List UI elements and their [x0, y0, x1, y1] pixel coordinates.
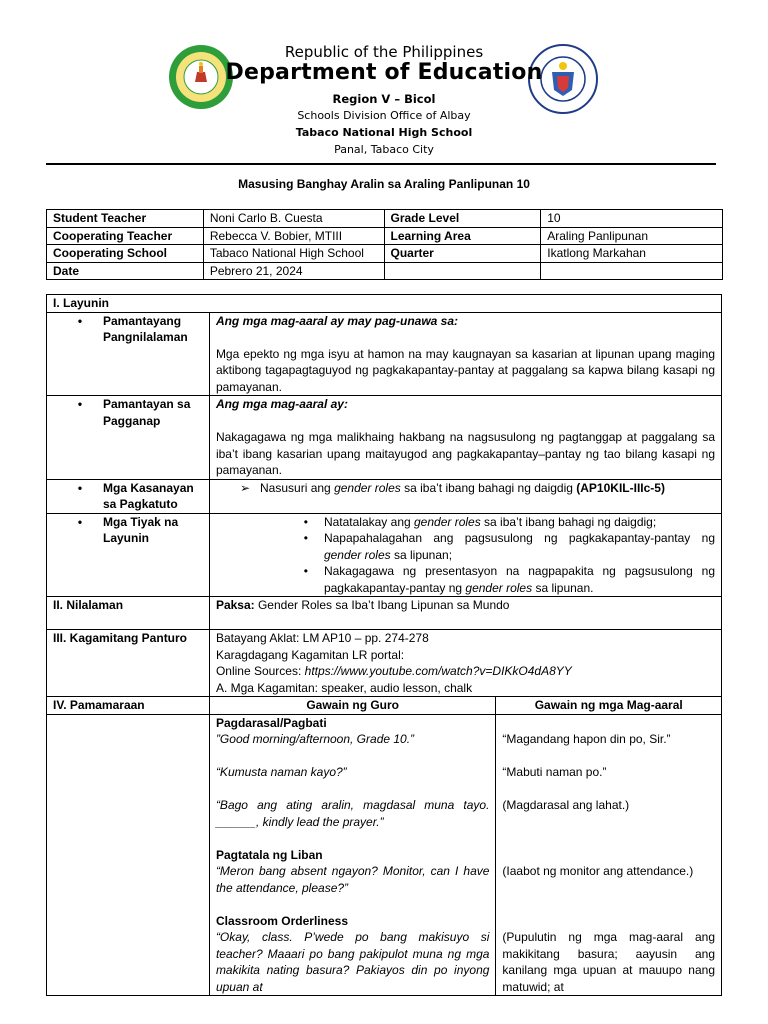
teacher-line-4: “Meron bang absent ngayon? Monitor, can I have the attendance, please?”: [215, 864, 490, 895]
specific-objectives-cell: [209, 513, 721, 597]
student-teacher-value: Noni Carlo B. Cuesta: [203, 210, 384, 228]
performance-standard-lead: Ang mga mag-aaral ay:: [215, 397, 348, 411]
materials-section-heading: III. Kagamitang Panturo: [47, 630, 210, 697]
teacher-activities-cell: [209, 714, 495, 996]
materials-cell: [209, 630, 721, 697]
lesson-plan-title: Masusing Banghay Aralin sa Araling Panlipunan 10: [238, 177, 530, 191]
performance-standard-cell: [209, 396, 721, 480]
school-heading: Tabaco National High School: [295, 126, 473, 139]
materials-line-2: Karagdagang Kagamitan LR portal:: [215, 647, 405, 662]
grade-level-value: 10: [541, 210, 723, 228]
table-row: [47, 396, 722, 480]
header-divider: [46, 163, 716, 165]
objective-2-end: sa lipunan;: [390, 547, 453, 562]
competency-text-c: sa iba’t ibang bahagi ng daigdig: [400, 480, 577, 495]
cooperating-school-label: Cooperating School: [47, 245, 204, 263]
objective-1-text: Natatalakay ang: [323, 514, 414, 529]
info-table: [46, 209, 723, 280]
competency-text-b: gender roles: [334, 480, 401, 495]
table-row: [47, 630, 722, 697]
list-item: [216, 530, 715, 563]
content-standard-cell: [209, 312, 721, 396]
quarter-value: Ikatlong Markahan: [541, 245, 723, 263]
student-line-1: “Magandang hapon din po, Sir.”: [502, 732, 671, 746]
student-column-header: Gawain ng mga Mag-aaral: [496, 697, 722, 715]
bullet-icon: •: [77, 397, 83, 411]
objective-3-term: gender roles: [465, 580, 533, 595]
quarter-label: Quarter: [384, 245, 541, 263]
specific-objectives-label-cell: [47, 513, 210, 597]
competency-text-a: Nasusuri ang: [260, 480, 335, 495]
competency-code: (AP10KIL-IIIc-5): [576, 480, 665, 495]
table-row: [47, 210, 723, 228]
list-item: [216, 563, 715, 596]
teacher-line-3: “Bago ang ating aralin, magdasal muna tayo. ______, kindly lead the prayer.”: [215, 798, 490, 829]
objective-1-term: gender roles: [414, 514, 481, 529]
student-line-2: “Mabuti naman po.”: [502, 765, 607, 779]
objective-1-end: sa iba’t ibang bahagi ng daigdig;: [480, 514, 657, 529]
table-row: [47, 513, 722, 597]
teacher-line-1: ”Good morning/afternoon, Grade 10.”: [215, 732, 415, 746]
list-item: [216, 514, 715, 531]
performance-standard-label-cell: [47, 396, 210, 480]
competency-label-cell: [47, 479, 210, 513]
department-heading: Department of Education: [225, 60, 543, 85]
materials-line-4: A. Mga Kagamitan: speaker, audio lesson, chalk: [215, 680, 473, 695]
table-row: [47, 597, 722, 630]
topic-text: Gender Roles sa Iba’t Ibang Lipunan sa Mundo: [254, 598, 510, 612]
performance-standard-label: Pamantayan sa Pagganap: [103, 397, 191, 428]
empty-cell: [541, 262, 723, 280]
student-teacher-label: Student Teacher: [47, 210, 204, 228]
bullet-icon: •: [77, 313, 83, 328]
learning-area-value: Araling Panlipunan: [541, 227, 723, 245]
topic-cell: [209, 597, 721, 630]
objectives-section-heading: I. Layunin: [47, 295, 722, 313]
table-row: [47, 262, 723, 280]
competency-cell: [209, 479, 721, 513]
teacher-line-2: “Kumusta naman kayo?”: [215, 765, 347, 779]
objective-3-end: sa lipunan.: [532, 580, 594, 595]
orderliness-title: Classroom Orderliness: [215, 913, 348, 928]
student-line-4: (Iaabot ng monitor ang attendance.): [502, 864, 694, 878]
student-line-3: (Magdarasal ang lahat.): [502, 798, 630, 812]
objective-2-text: Napapahalagahan ang pagsusulong ng pagkakapantay-pantay ng: [323, 531, 715, 545]
date-label: Date: [47, 262, 204, 280]
competency-label: Mga Kasanayan sa Pagkatuto: [103, 480, 194, 511]
procedure-section-heading: IV. Pamamaraan: [47, 697, 210, 715]
student-activities-cell: [496, 714, 722, 996]
cooperating-school-value: Tabaco National High School: [203, 245, 384, 263]
lesson-table: [46, 294, 722, 996]
grade-level-label: Grade Level: [384, 210, 541, 228]
objective-3-text: Nakagagawa ng presentasyon na nagpapakita ng pagsusulong ng pagkakapantay-pantay ng: [323, 564, 715, 595]
performance-standard-text: Nakagagawa ng mga malikhaing hakbang na nagsusulong ng pagtanggap at paggalang sa iba’t ibang kasarian upang maitayugod ang pagkakapantay–pantay ng tao bilang kasapi ng pamayanan.: [215, 430, 715, 477]
table-row: [47, 714, 722, 996]
table-row: [47, 295, 722, 313]
division-heading: Schools Division Office of Albay: [297, 109, 471, 122]
table-row: [47, 312, 722, 396]
content-standard-text: Mga epekto ng mga isyu at hamon na may kaugnayan sa kasarian at lipunan upang maging aktibong tagapagtaguyod ng pagkakapantay-pantay at paggalang sa kapwa bilang kasapi ng pamayanan.: [215, 346, 715, 394]
content-standard-label-cell: [47, 312, 210, 396]
table-row: [47, 697, 722, 715]
specific-objectives-label: Mga Tiyak na Layunin: [103, 514, 179, 545]
bullet-icon: •: [303, 514, 308, 529]
online-source-link[interactable]: https://www.youtube.com/watch?v=DIKkO4dA8YY: [304, 664, 572, 678]
bullet-icon: •: [77, 480, 83, 495]
topic-label: Paksa:: [215, 598, 255, 612]
materials-line-3-label: Online Sources:: [215, 664, 305, 678]
teacher-column-header: Gawain ng Guro: [209, 697, 495, 715]
bullet-icon: •: [303, 531, 308, 545]
republic-heading: Republic of the Philippines: [284, 43, 484, 61]
student-line-5: (Pupulutin ng mga mag-aaral ang makikitang basura; aayusin ang kanilang mga upuan at mauupo nang matuwid; at: [502, 930, 715, 994]
bullet-icon: •: [77, 514, 83, 529]
content-standard-lead: Ang mga mag-aaral ay may pag-unawa sa:: [215, 313, 459, 328]
content-standard-label: Pamantayang Pangnilalaman: [103, 313, 188, 344]
prayer-title: Pagdarasal/Pagbati: [215, 715, 327, 730]
table-row: [47, 245, 723, 263]
teacher-line-5: “Okay, class. P’wede po bang makisuyo si teacher? Maaari po bang pakipulot muna ng mga makikita nating basura? Pakiayos din po inyong upuan at: [215, 930, 490, 994]
cooperating-teacher-value: Rebecca V. Bobier, MTIII: [203, 227, 384, 245]
empty-cell: [384, 262, 541, 280]
region-heading: Region V – Bicol: [332, 92, 436, 106]
table-row: [47, 227, 723, 245]
location-heading: Panal, Tabaco City: [334, 143, 434, 156]
attendance-title: Pagtatala ng Liban: [215, 847, 323, 862]
procedure-empty-cell: [47, 714, 210, 996]
table-row: [47, 479, 722, 513]
content-section-heading: II. Nilalaman: [47, 597, 210, 630]
date-value: Pebrero 21, 2024: [203, 262, 384, 280]
learning-area-label: Learning Area: [384, 227, 541, 245]
arrow-bullet-icon: ➢: [239, 480, 250, 495]
bullet-icon: •: [303, 564, 308, 578]
materials-line-1: Batayang Aklat: LM AP10 – pp. 274-278: [215, 631, 429, 645]
cooperating-teacher-label: Cooperating Teacher: [47, 227, 204, 245]
objective-2-term: gender roles: [323, 547, 391, 562]
